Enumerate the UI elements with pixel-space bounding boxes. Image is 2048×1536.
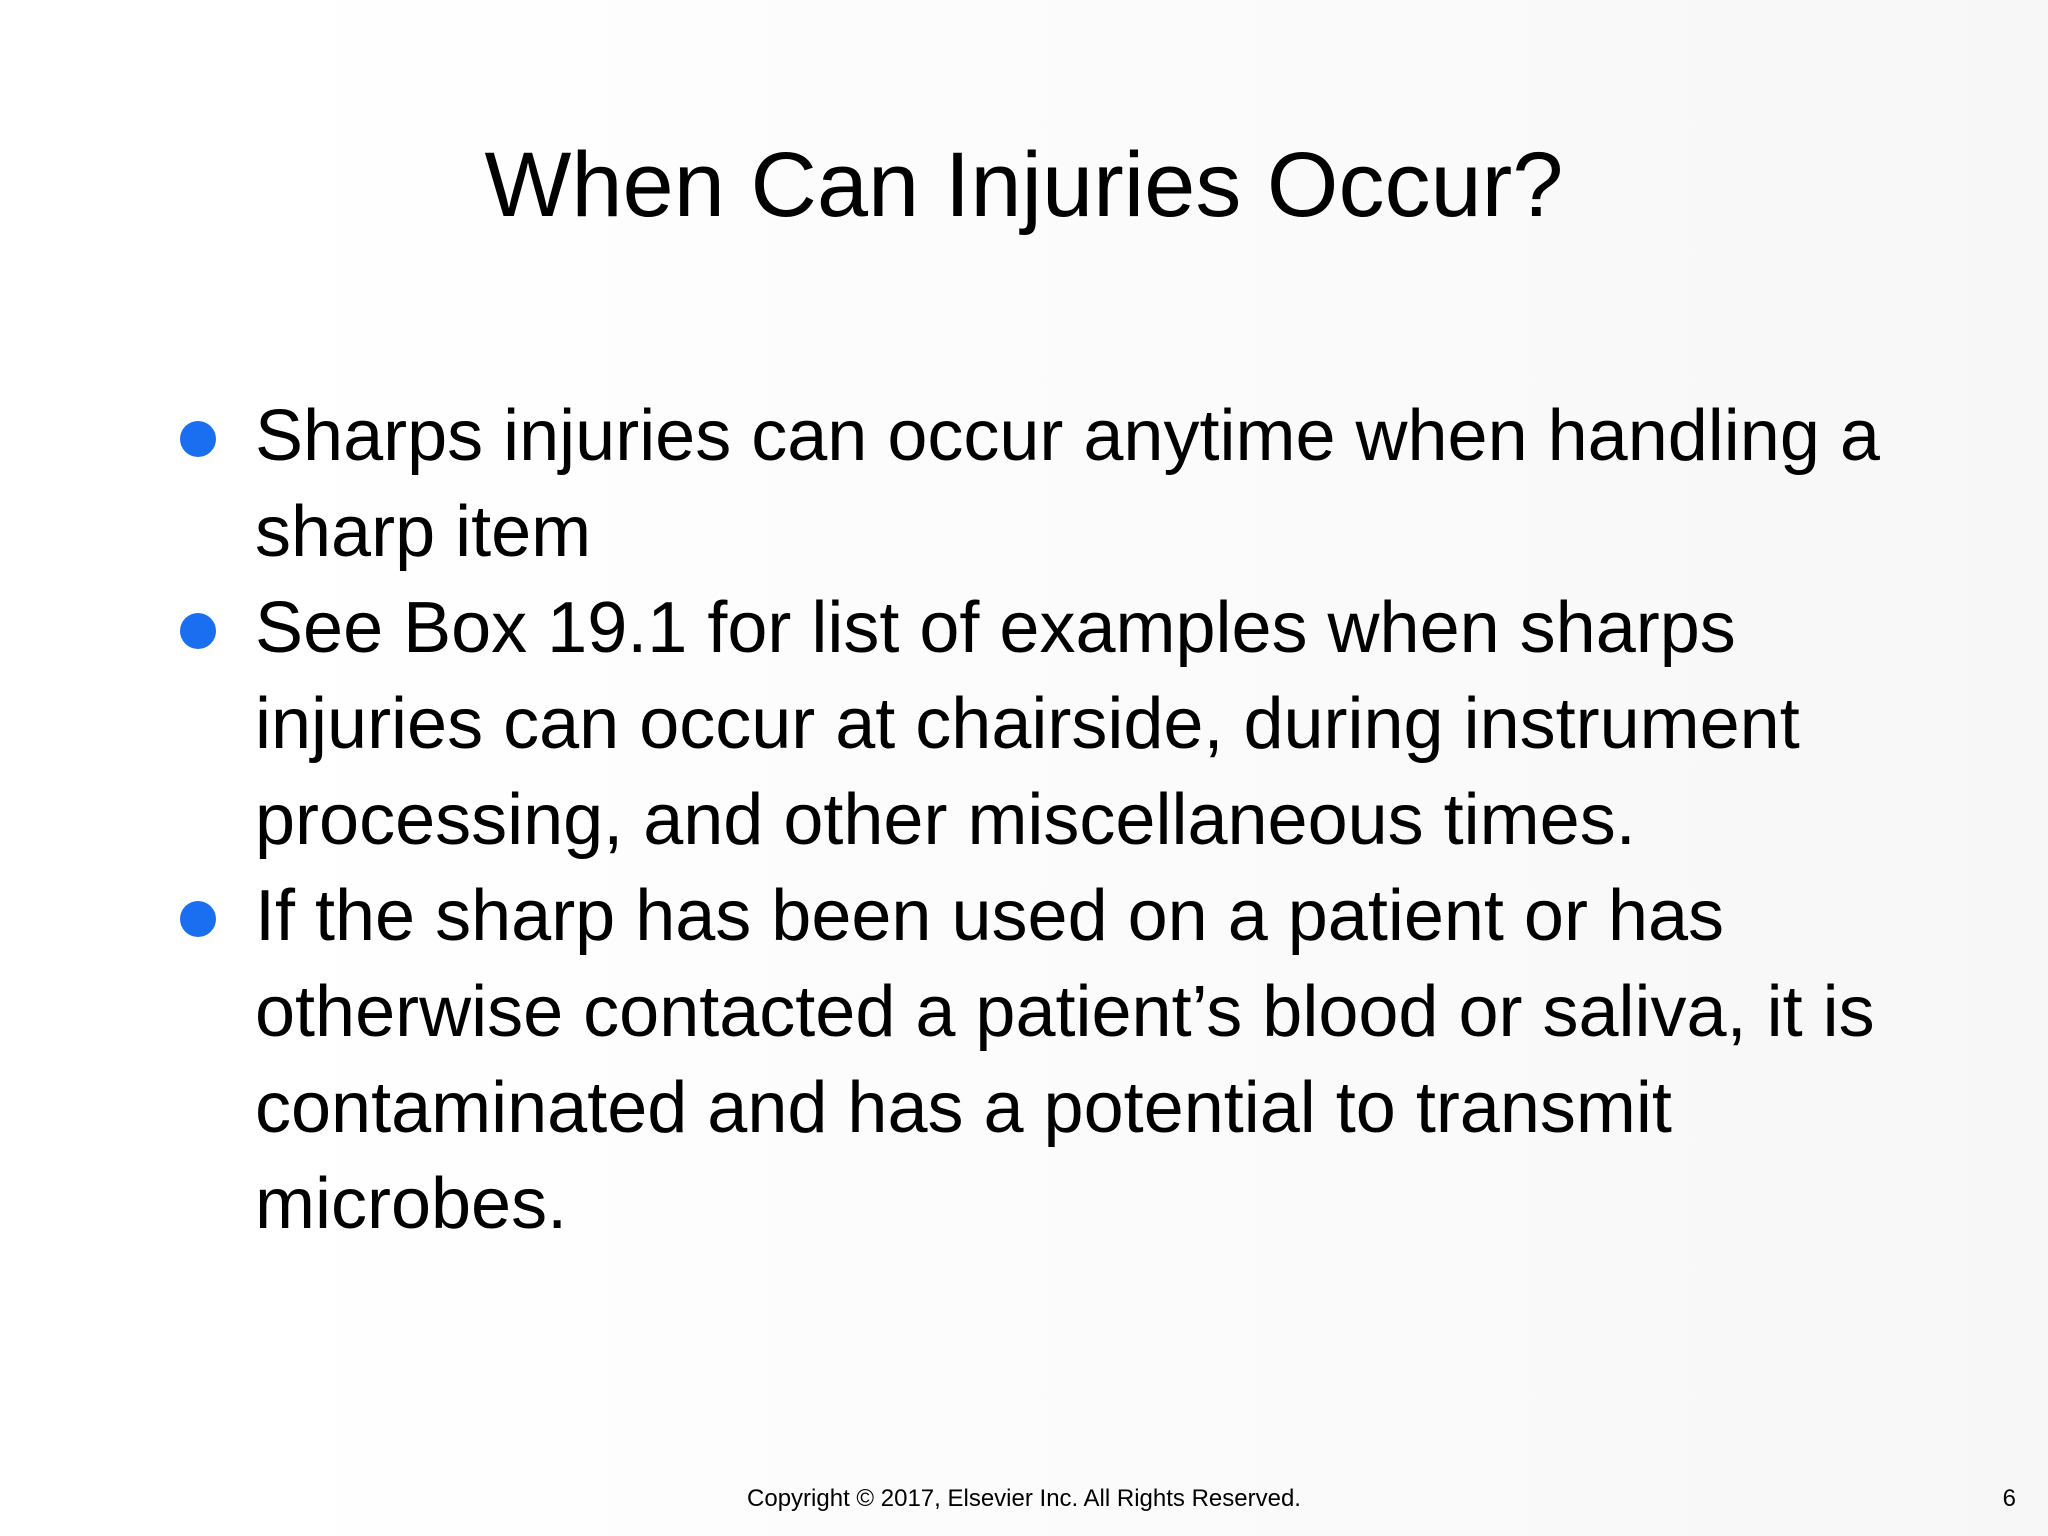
bullet-item (180, 388, 1880, 580)
bullet-dot-icon (180, 421, 216, 457)
page-number: 6 (2002, 1485, 2016, 1512)
bullet-text: See Box 19.1 for list of examples when sharps injuries can occur at chairside, during instrument processing, and other miscellaneous times. (255, 588, 1800, 860)
bullet-dot-icon (180, 613, 216, 649)
bullet-dot-icon (180, 901, 216, 937)
bullet-item (180, 868, 1880, 1252)
bullet-item (180, 580, 1880, 868)
bullet-list (180, 388, 1880, 1252)
bullet-text: Sharps injuries can occur anytime when handling a sharp item (255, 396, 1880, 572)
copyright-footer: Copyright © 2017, Elsevier Inc. All Rights Reserved. (747, 1485, 1301, 1512)
slide-title: When Can Injuries Occur? (484, 134, 1564, 236)
bullet-text: If the sharp has been used on a patient or has otherwise contacted a patient’s blood or saliva, it is contaminated and has a potential to transmit microbes. (255, 876, 1875, 1244)
